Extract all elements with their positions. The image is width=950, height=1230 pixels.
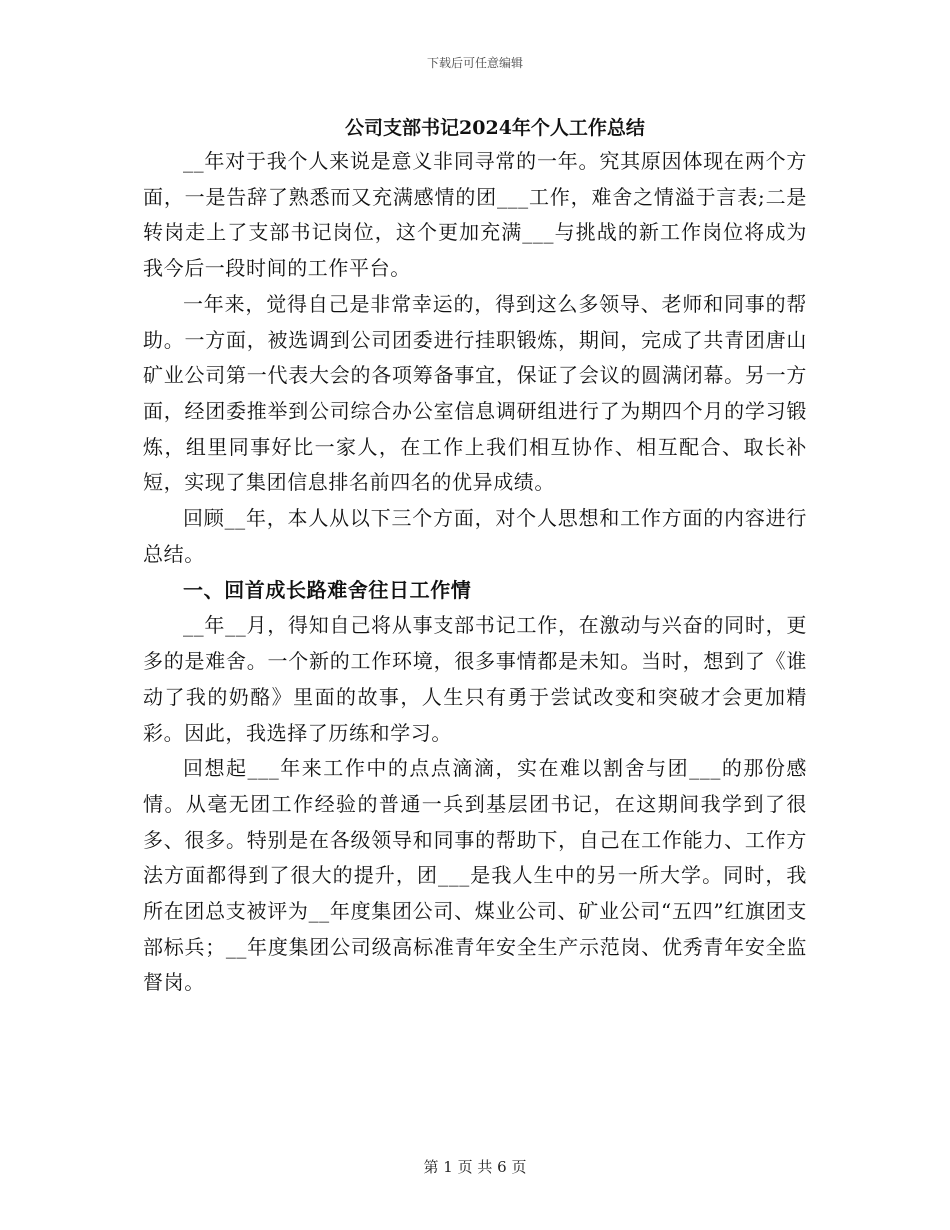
document-title: 公司支部书记2024年个人工作总结 [345,117,645,139]
document-body [143,112,807,1001]
paragraph-intro-2: 一年来，觉得自己是非常幸运的，得到这么多领导、老师和同事的帮助。一方面，被选调到公司团委进行挂职锻炼，期间，完成了共青团唐山矿业公司第一代表大会的各项筹备事宜，保证了会议的圆满闭幕。另一方面，经团委推举到公司综合办公室信息调研组进行了为期四个月的学习锻炼，组里同事好比一家人，在工作上我们相互协作、相互配合、取长补短，实现了集团信息排名前四名的优异成绩。 [143,291,807,495]
section-heading-1: 一、回首成长路难舍往日工作情 [183,578,472,603]
header-note: 下载后可任意编辑 [426,56,523,70]
page-number: 第 1 页 共 6 页 [423,1158,527,1176]
paragraph-intro-3: 回顾__年，本人从以下三个方面，对个人思想和工作方面的内容进行总结。 [143,506,807,566]
paragraph-section1-1: __年__月，得知自己将从事支部书记工作，在激动与兴奋的同时，更多的是难舍。一个新的工作环境，很多事情都是未知。当时，想到了《谁动了我的奶酪》里面的故事，人生只有勇于尝试改变和突破才会更加精彩。因此，我选择了历练和学习。 [143,613,807,745]
paragraph-section1-2: 回想起___年来工作中的点点滴滴，实在难以割舍与团___的那份感情。从毫无团工作经验的普通一兵到基层团书记，在这期间我学到了很多、很多。特别是在各级领导和同事的帮助下，自己在工作能力、工作方法方面都得到了很大的提升，团___是我人生中的另一所大学。同时，我所在团总支被评为__年度集团公司、煤业公司、矿业公司“五四”红旗团支部标兵；__年度集团公司级高标准青年安全生产示范岗、优秀青年安全监督岗。 [143,756,807,995]
paragraph-intro-1: __年对于我个人来说是意义非同寻常的一年。究其原因体现在两个方面，一是告辞了熟悉而又充满感情的团___工作，难舍之情溢于言表;二是转岗走上了支部书记岗位，这个更加充满___与挑战的新工作岗位将成为我今后一段时间的工作平台。 [143,149,807,281]
